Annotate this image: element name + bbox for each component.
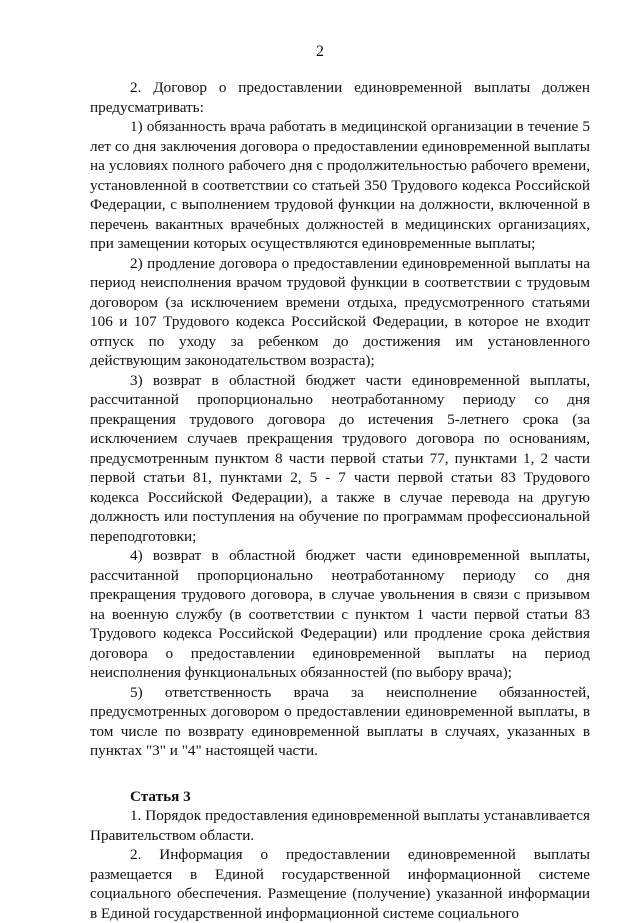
article-3-heading: Статья 3: [130, 787, 191, 805]
item-2-paragraph: 2) продление договора о предоставлении единовременной выплаты на период неисполнения врачом трудовой функции в соответствии с трудовым договором (за исключением времени отдыха, предусмотренного статьями 106 и 107 Трудового кодекса Российской Федерации, в которое не входит отпуск по уходу за ребенком до достижения им установленного действующим законодательством возраста);: [90, 254, 590, 369]
article-3-paragraph-2: 2. Информация о предоставлении единовременной выплаты размещается в Единой государственной информационной системе социального обеспечения. Размещение (получение) указанной информации в Единой государственной информационной системе социального: [90, 846, 590, 922]
document-body: [90, 78, 590, 923]
item-4-paragraph: 4) возврат в областной бюджет части единовременной выплаты, рассчитанной пропорционально неотработанному периоду со дня прекращения трудового договора, в случае увольнения в связи с призывом на военную службу (в соответствии с пунктом 1 части первой статьи 83 Трудового кодекса Российской Федерации) или продление срока действия договора о предоставлении единовременной выплаты на период неисполнения функциональных обязанностей (по выбору врача);: [90, 547, 590, 681]
item-5-paragraph: 5) ответственность врача за неисполнение обязанностей, предусмотренных договором о предоставлении единовременной выплаты, в том числе по возврату единовременной выплаты в случаях, указанных в пунктах "3" и "4" настоящей части.: [90, 683, 590, 759]
item-3-paragraph: 3) возврат в областной бюджет части единовременной выплаты, рассчитанной пропорционально неотработанному периоду со дня прекращения трудового договора до истечения 5-летнего срока (за исключением случаев прекращения трудового договора по основаниям, предусмотренным пунктом 8 части первой статьи 77, пунктами 1, 2 части первой статьи 81, пунктами 2, 5 - 7 части первой статьи 83 Трудового кодекса Российской Федерации), а также в случае перевода на другую должность или поступления на обучение по программам профессиональной переподготовки;: [90, 371, 590, 545]
section-2-intro: 2. Договор о предоставлении единовременной выплаты должен предусматривать:: [90, 79, 590, 116]
article-3-paragraph-1: 1. Порядок предоставления единовременной выплаты устанавливается Правительством области.: [90, 807, 590, 844]
page-number: 2: [316, 43, 324, 60]
item-1-paragraph: 1) обязанность врача работать в медицинской организации в течение 5 лет со дня заключения договора о предоставлении единовременной выплаты на условиях полного рабочего дня с продолжительностью рабочего времени, установленной в соответствии со статьей 350 Трудового кодекса Российской Федерации, с выполнением трудовой функции на должности, включенной в перечень вакантных врачебных должностей в медицинских организациях, при замещении которых осуществляются единовременные выплаты;: [90, 118, 590, 252]
